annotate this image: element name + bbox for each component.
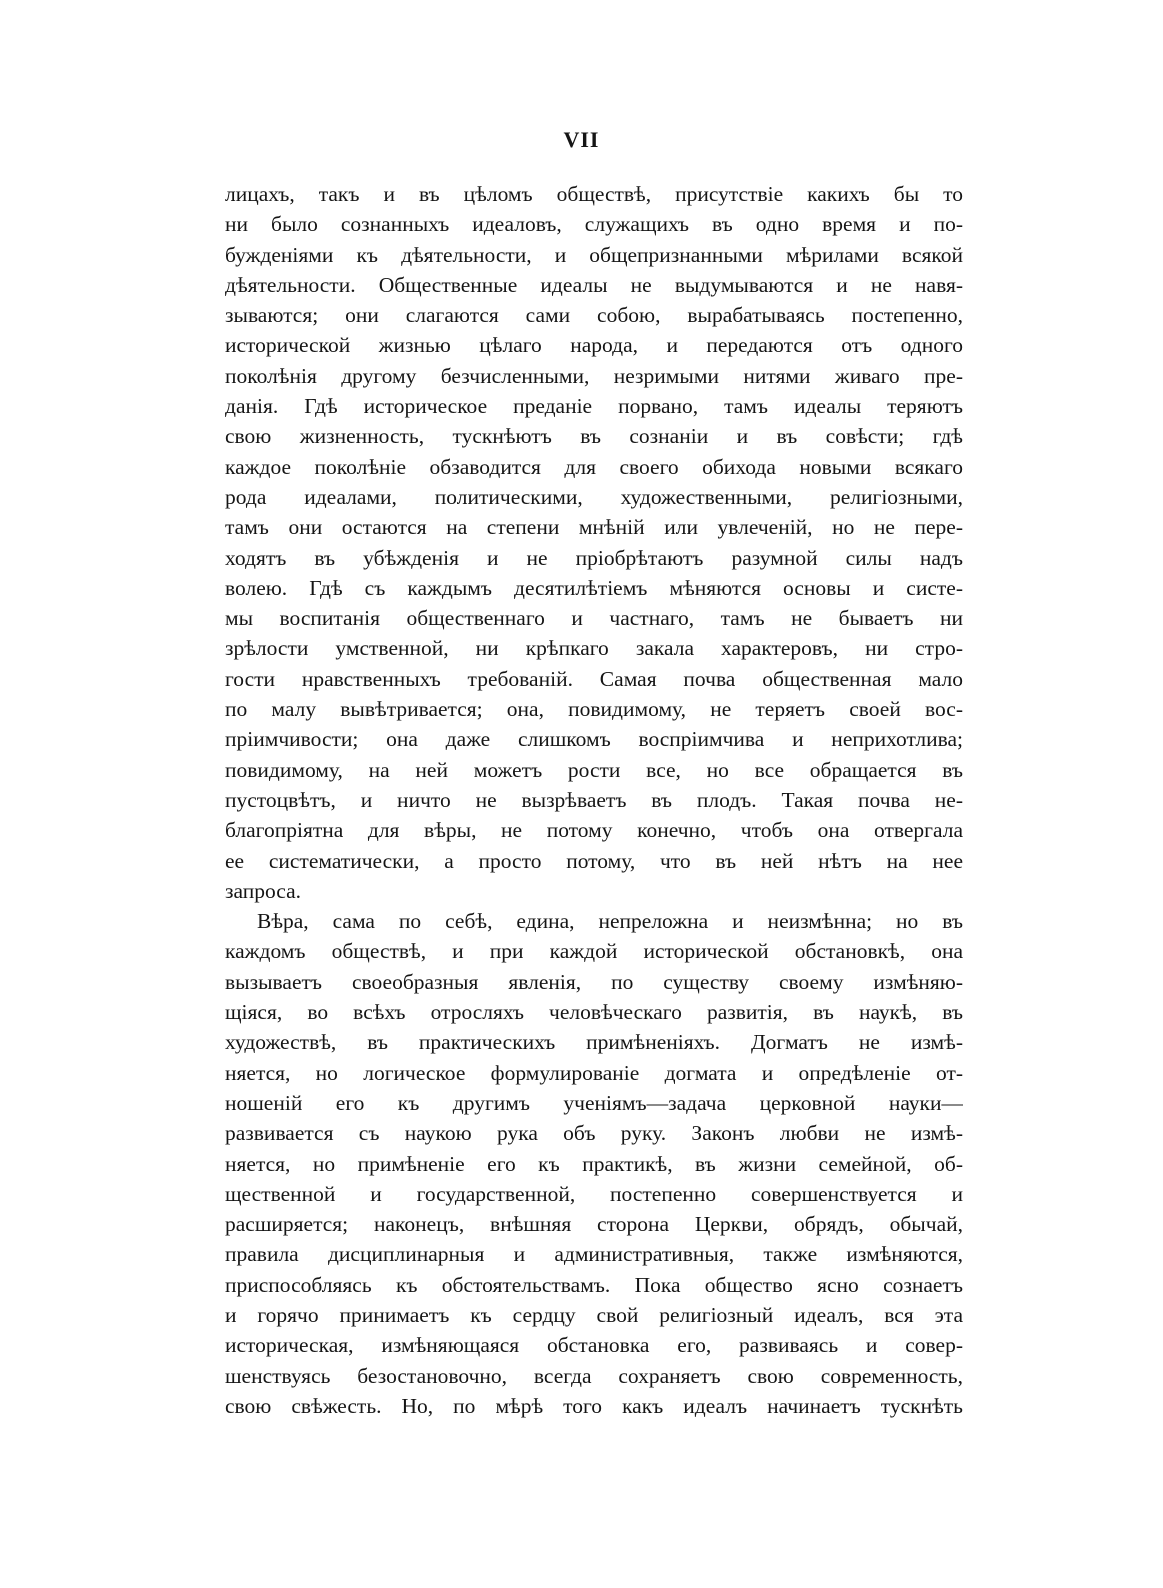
text-line: данія. Гдѣ историческое преданіе порвано, тамъ идеалы теряютъ — [225, 394, 963, 419]
text-line: художествѣ, въ практическихъ примѣненіяхъ. Догматъ не измѣ- — [225, 1030, 963, 1055]
text-line: благопріятна для вѣры, не потому конечно, чтобъ она отвергала — [225, 818, 963, 843]
text-line: поколѣнія другому безчисленными, незримыми нитями живаго пре- — [225, 363, 963, 388]
text-line: рода идеалами, политическими, художественными, религіозными, — [225, 484, 963, 509]
text-line: каждое поколѣніе обзаводится для своего обихода новыми всякаго — [225, 454, 963, 479]
text-line: каждомъ обществѣ, и при каждой исторической обстановкѣ, она — [225, 939, 963, 964]
text-line: няется, но примѣненіе его къ практикѣ, въ жизни семейной, об- — [225, 1151, 963, 1176]
paragraph-1 — [225, 179, 963, 906]
text-line: приспособляясь къ обстоятельствамъ. Пока общество ясно сознаетъ — [225, 1272, 963, 1297]
text-line: развивается съ наукою рука объ руку. Законъ любви не измѣ- — [225, 1121, 963, 1146]
text-line: волею. Гдѣ съ каждымъ десятилѣтіемъ мѣняются основы и систе- — [225, 575, 963, 600]
text-line: щественной и государственной, постепенно совершенствуется и — [225, 1181, 963, 1206]
paragraph-2 — [225, 906, 963, 1421]
page-number: VII — [563, 127, 600, 152]
text-line: расширяется; наконецъ, внѣшняя сторона Церкви, обрядъ, обычай, — [225, 1212, 963, 1237]
text-line: пустоцвѣтъ, и ничто не вызрѣваетъ въ плодъ. Такая почва не- — [225, 787, 963, 812]
text-line: няется, но логическое формулированіе догмата и опредѣленіе от- — [225, 1060, 963, 1085]
text-line: свою жизненность, тускнѣютъ въ сознаніи и въ совѣсти; гдѣ — [225, 424, 963, 449]
text-line: лицахъ, такъ и въ цѣломъ обществѣ, присутствіе какихъ бы то — [225, 182, 963, 206]
text-line: шенствуясь безостановочно, всегда сохраняетъ свою современность, — [225, 1363, 963, 1388]
text-line: бужденіями къ дѣятельности, и общепризнанными мѣрилами всякой — [225, 242, 963, 267]
text-line: ее систематически, а просто потому, что въ ней нѣтъ на нее — [225, 848, 963, 873]
text-line: ношеній его къ другимъ ученіямъ—задача церковной науки— — [225, 1090, 963, 1115]
text-line: гости нравственныхъ требованій. Самая почва общественная мало — [225, 666, 963, 691]
text-line: историческая, измѣняющаяся обстановка его, развиваясь и совер- — [225, 1333, 963, 1358]
body-text — [225, 179, 963, 1421]
text-line: запроса. — [225, 878, 302, 903]
text-line: пріимчивости; она даже слишкомъ воспріимчива и неприхотлива; — [225, 727, 963, 752]
text-line: по малу вывѣтривается; она, повидимому, не теряетъ своей вос- — [225, 697, 963, 722]
text-line: повидимому, на ней можетъ рости все, но все обращается въ — [225, 757, 963, 782]
text-line: вызываетъ своеобразныя явленія, по существу своему измѣняю- — [225, 969, 963, 994]
text-line: ни было сознанныхъ идеаловъ, служащихъ въ одно время и по- — [225, 212, 963, 237]
text-line: и горячо принимаетъ къ сердцу свой религіозный идеалъ, вся эта — [225, 1302, 963, 1327]
text-line: зываются; они слагаются сами собою, вырабатываясь постепенно, — [225, 303, 963, 328]
text-line: дѣятельности. Общественные идеалы не выдумываются и не навя- — [225, 272, 963, 297]
text-line: правила дисциплинарныя и административныя, также измѣняются, — [225, 1242, 963, 1267]
text-line: щіяся, во всѣхъ отросляхъ человѣческаго развитія, въ наукѣ, въ — [225, 1000, 963, 1025]
text-line: исторической жизнью цѣлаго народа, и передаются отъ одного — [225, 333, 963, 358]
text-line: мы воспитанія общественнаго и частнаго, тамъ не бываетъ ни — [225, 606, 963, 631]
text-line: свою свѣжесть. Но, по мѣрѣ того какъ идеалъ начинаетъ тускнѣть — [225, 1393, 963, 1418]
text-line: зрѣлости умственной, ни крѣпкаго закала характеровъ, ни стро- — [225, 636, 963, 661]
text-line: ходятъ въ убѣжденія и не пріобрѣтаютъ разумной силы надъ — [225, 545, 963, 570]
text-line: Вѣра, сама по себѣ, едина, непреложна и неизмѣнна; но въ — [257, 909, 963, 934]
text-line: тамъ они остаются на степени мнѣній или увлеченій, но не пере- — [225, 515, 963, 540]
